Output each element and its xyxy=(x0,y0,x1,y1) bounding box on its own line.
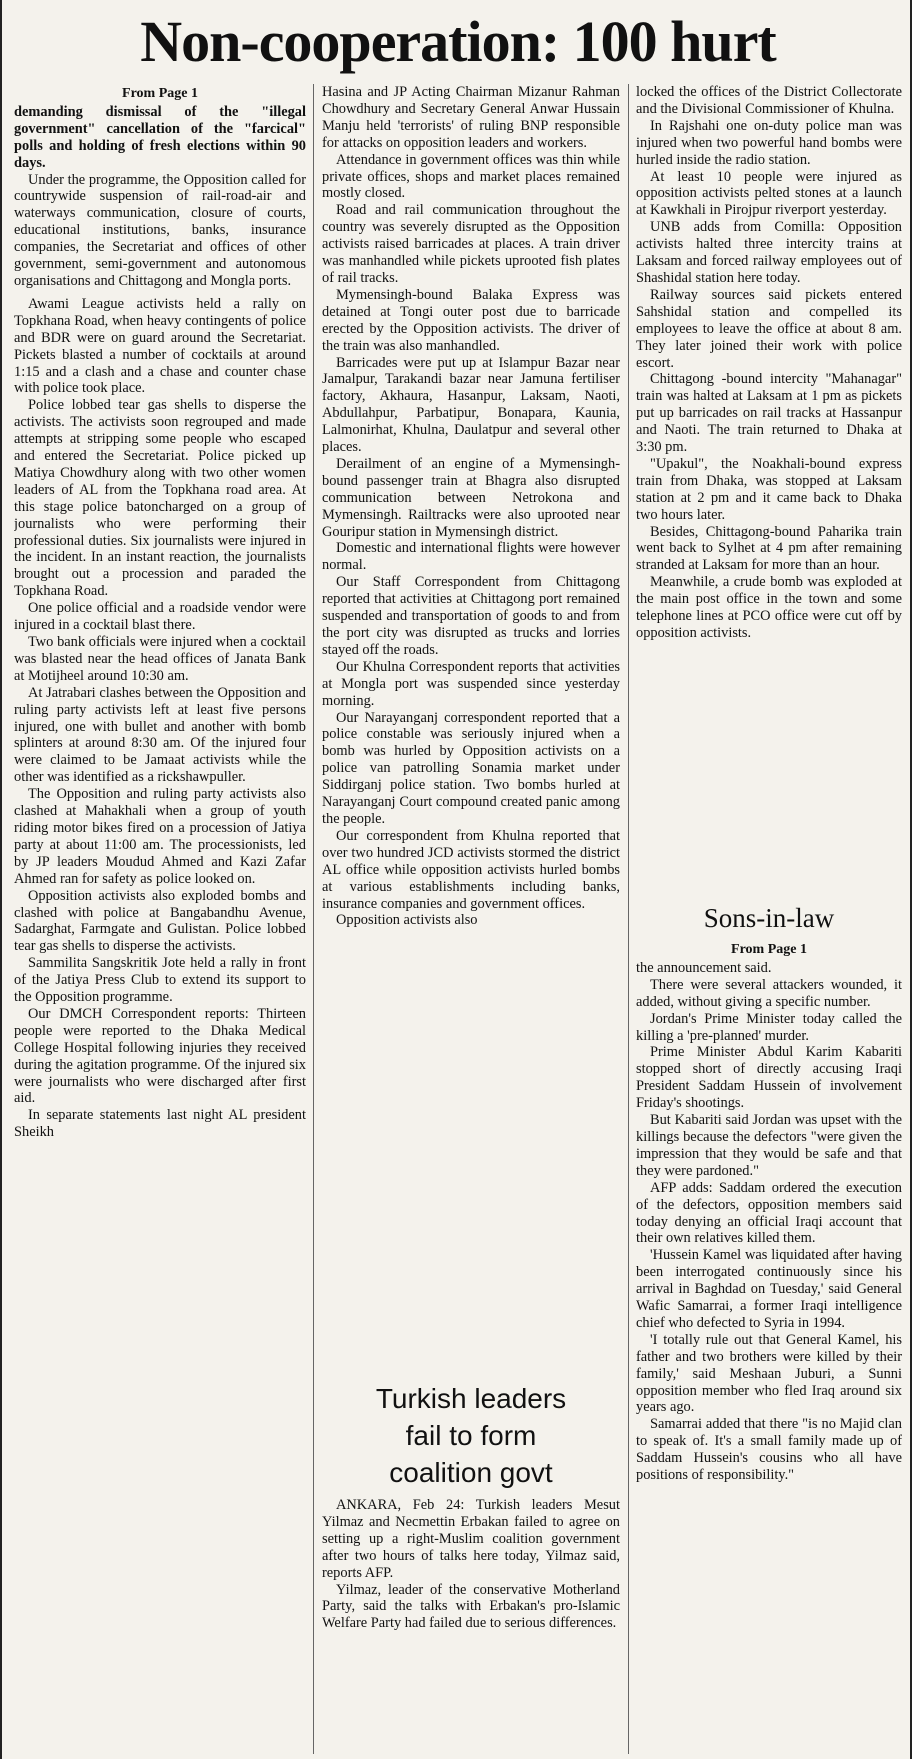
turkish-headline-line: Turkish leaders xyxy=(375,1383,567,1414)
paragraph: Our Khulna Correspondent reports that activities at Mongla port was suspended since yesterday morning. xyxy=(322,658,620,709)
paragraph: At least 10 people were injured as opposition activists pelted stones at a launch at Kawkhali in Pirojpur riverport yesterday. xyxy=(636,168,902,219)
paragraph: AFP adds: Saddam ordered the execution of the defectors, opposition members said today denying an official Iraqi account that their own relatives killed them. xyxy=(636,1179,902,1247)
paragraph: ANKARA, Feb 24: Turkish leaders Mesut Yilmaz and Necmettin Erbakan failed to agree on setting up a right-Muslim coalition government after two hours of talks here today, Yilmaz said, reports AFP. xyxy=(322,1497,620,1581)
headline: Non-cooperation: 100 hurt xyxy=(140,9,776,74)
column-rule xyxy=(628,84,629,1754)
column-3 xyxy=(636,84,902,1754)
paragraph: Meanwhile, a crude bomb was exploded at the main post office in the town and some telephone lines at PCO office were cut off by opposition activists. xyxy=(636,574,902,641)
paragraph: 'Hussein Kamel was liquidated after having been interrogated continuously since his arrival in Baghdad on Tuesday,' said General Wafic Samarrai, a former Iraqi intelligence chief who defected to Syria in 1994. xyxy=(636,1247,902,1331)
paragraph: In separate statements last night AL president Sheikh xyxy=(14,1107,306,1141)
turkish-headline xyxy=(322,1380,620,1491)
paragraph: Domestic and international flights were however normal. xyxy=(322,540,620,574)
paragraph: Derailment of an engine of a Mymensingh-bound passenger train at Bhagra also disrupted communication between Netrokona and Mymensingh. Railtracks were also uprooted near Gouripur station in Mymensingh district. xyxy=(322,455,620,540)
paragraph: In Rajshahi one on-duty police man was injured when two powerful hand bombs were hurled inside the radio station. xyxy=(636,117,902,168)
column-rule xyxy=(313,84,314,1754)
turkish-headline-line: coalition govt xyxy=(389,1457,553,1488)
paragraph: The Opposition and ruling party activists also clashed at Mahakhali when a group of youth riding motor bikes fired on a procession of Jatiya party at about 11:00 am. The processionists, led by JP leaders Moudud Ahmed and Kazi Zafar Ahmed ran for safety as police looked on. xyxy=(14,786,306,887)
paragraph: Samarrai added that there "is no Majid clan to speak of. It's a small family made up of Saddam Hussein's cousins who all have positions of responsibility." xyxy=(636,1416,902,1484)
paragraph: Under the programme, the Opposition called for countrywide suspension of rail-road-air and waterways communication, closure of courts, educational institutions, banks, insurance companies, the Secretariat and offices of other government, semi-government and autonomous organisations and Chittagong and Mongla ports. xyxy=(14,171,306,289)
paragraph: Jordan's Prime Minister today called the killing a 'pre-planned' murder. xyxy=(636,1010,902,1044)
paragraph: But Kabariti said Jordan was upset with the killings because the defectors "were given the impression that they would be safe and that they were pardoned." xyxy=(636,1112,902,1179)
paragraph: Two bank officials were injured when a cocktail was blasted near the head offices of Janata Bank at Motijheel around 10:30 am. xyxy=(14,634,306,684)
column-2 xyxy=(322,84,620,1754)
paragraph: Our correspondent from Khulna reported that over two hundred JCD activists stormed the district AL office while opposition activists hurled bombs at various establishments including banks, insurance companies and government offices. xyxy=(322,827,620,912)
paragraph: the announcement said. xyxy=(636,959,772,976)
paragraph: Awami League activists held a rally on Topkhana Road, when heavy contingents of police and BDR were on guard around the Secretariat. Pickets blasted a number of cocktails at around 1:15 and a clash and a chase and counter chase with police took place. xyxy=(14,295,306,397)
paragraph: 'I totally rule out that General Kamel, his father and two brothers were killed by their family,' said Meshaan Juburi, a Sunni opposition member who fled Iraq around six years ago. xyxy=(636,1331,902,1416)
paragraph: "Upakul", the Noakhali-bound express train from Dhaka, was stopped at Laksam station at 2 pm and it came back to Dhaka two hours later. xyxy=(636,455,902,523)
paragraph: Chittagong -bound intercity "Mahanagar" train was halted at Laksam at 1 pm as pickets put up barricades on rail tracks at Hassanpur and Naoti. The train returned to Dhaka at 3:30 pm. xyxy=(636,371,902,456)
story-continuation xyxy=(636,84,902,896)
paragraph: Attendance in government offices was thin while private offices, shops and market places remained mostly closed. xyxy=(322,151,620,202)
paragraph: Sammilita Sangskritik Jote held a rally in front of the Jatiya Press Club to extend its support to the Opposition programme. xyxy=(14,955,306,1006)
from-page-label: From Page 1 xyxy=(731,942,807,957)
paragraph: Prime Minister Abdul Karim Kabariti stopped short of directly accusing Iraqi President Saddam Hussein of involvement Friday's shootings. xyxy=(636,1044,902,1112)
paragraph: Yilmaz, leader of the conservative Motherland Party, said the talks with Erbakan's pro-Islamic Welfare Party had failed due to serious differences. xyxy=(322,1581,620,1632)
paragraph: Opposition activists also xyxy=(336,912,478,929)
paragraph: One police official and a roadside vendor were injured in a cocktail blast there. xyxy=(14,600,306,634)
sons-in-law-headline: Sons-in-law xyxy=(703,903,835,933)
paragraph: UNB adds from Comilla: Opposition activists halted three intercity trains at Laksam and forced railway employees out of Shashidal station here today. xyxy=(636,219,902,286)
column-1 xyxy=(14,84,306,1754)
paragraph: Hasina and JP Acting Chairman Mizanur Rahman Chowdhury and Secretary General Anwar Hussain Manju held 'terrorists' of ruling BNP responsible for attacks on opposition leaders and workers. xyxy=(322,84,620,151)
paragraph: At Jatrabari clashes between the Opposition and ruling party activists left at least five persons injured, one with bullet and another with bomb splinters at around 8:30 am. Of the injured four were claimed to be Jamaat activists while the other was identified as a rickshawpuller. xyxy=(14,684,306,786)
turkish-headline-line: fail to form xyxy=(405,1420,537,1451)
paragraph: Our Narayanganj correspondent reported that a police constable was seriously injured when a bomb was hurled by Opposition activists on a police van patrolling Sonamia market under Siddirganj police station. Two bombs hurled at Narayanganj Court compound created panic among the people. xyxy=(322,709,620,827)
paragraph: Besides, Chittagong-bound Paharika train went back to Sylhet at 4 pm after remaining stranded at Laksam for more than an hour. xyxy=(636,523,902,574)
story-continuation xyxy=(322,84,620,1374)
paragraph: Opposition activists also exploded bombs and clashed with police at Bangabandhu Avenue, Sadarghat, Farmgate and Gulistan. Police lobbed tear gas shells to disperse the activists. xyxy=(14,887,306,955)
paragraph: Railway sources said pickets entered Sahshidal station and compelled its employees to leave the office at about 8 am. They later joined their work with police escort. xyxy=(636,286,902,371)
paragraph: locked the offices of the District Collectorate and the Divisional Commissioner of Khulna. xyxy=(636,84,902,117)
paragraph: There were several attackers wounded, it added, without giving a specific number. xyxy=(636,976,902,1010)
paragraph: Road and rail communication throughout the country was severely disrupted as the Opposition activists raised barricades at places. A train driver was manhandled while pickets uprooted fish plates of rail tracks. xyxy=(322,202,620,286)
from-page-label: From Page 1 xyxy=(122,86,198,101)
paragraph: Our DMCH Correspondent reports: Thirteen people were reported to the Dhaka Medical College Hospital following injuries they received during the agitation programme. Of the injured six were journalists who were discharged after first aid. xyxy=(14,1005,306,1107)
paragraph: Police lobbed tear gas shells to disperse the activists. The activists soon regrouped and made attempts at stripping some people who escaped and entered the Secretariat. Police picked up Matiya Chowdhury along with two other women leaders of AL from the Topkhana road area. At this stage police batoncharged on a group of journalists who were performing their professional duties. Six journalists were injured in the incident. In an instant reaction, the journalists brought out a procession and paraded the Topkhana Road. xyxy=(14,397,306,600)
paragraph: Barricades were put up at Islampur Bazar near Jamalpur, Tarakandi bazar near Jamuna fertiliser factory, Akhaura, Hasanpur, Laksam, Naoti, Abdullahpur, Parbatipur, Bonapara, Kaunia, Lalmonirhat, Khulna, Daulatpur and several other places. xyxy=(322,354,620,456)
paragraph: Mymensingh-bound Balaka Express was detained at Tongi outer post due to barricade erected by the Opposition activists. The driver of the train was also manhandled. xyxy=(322,286,620,354)
paragraph: demanding dismissal of the "illegal government" cancellation of the "farcical" polls and holding of fresh elections within 90 days. xyxy=(14,103,306,171)
paragraph: Our Staff Correspondent from Chittagong reported that activities at Chittagong port remained suspended and transportation of goods to and from the port city was disrupted as trucks and lorries stayed off the roads. xyxy=(322,574,620,658)
